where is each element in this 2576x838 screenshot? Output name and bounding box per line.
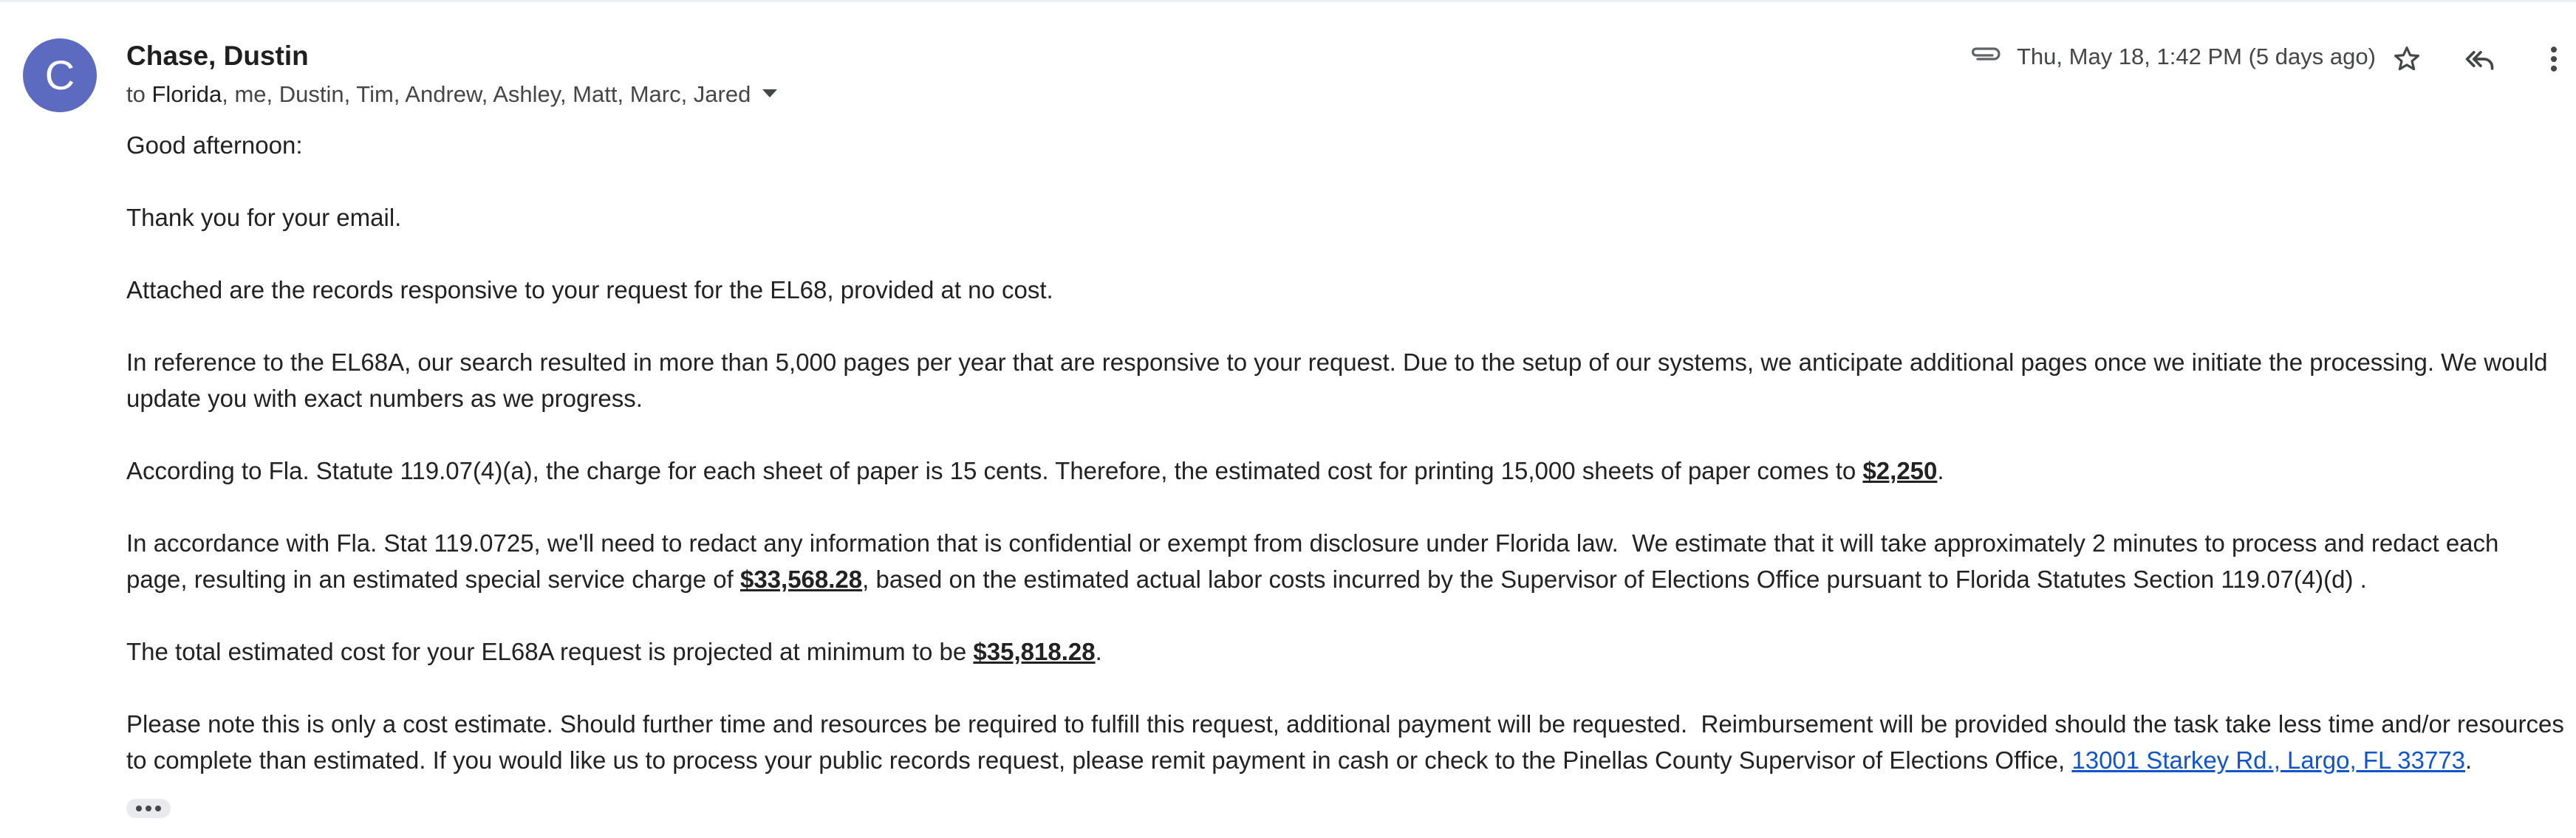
attachment-icon bbox=[1969, 43, 2003, 65]
redaction-text: In accordance with Fla. Stat 119.0725, we'll need to redact any information that is confidential or exempt from disclosure under Florida law. We estimate that it will take approximately 2 minutes to process and redact each page, resulting in an estimated special service charge of bbox=[126, 529, 2506, 593]
sender-name[interactable]: Chase, Dustin bbox=[126, 41, 309, 71]
reference-paragraph: In reference to the EL68A, our search resulted in more than 5,000 pages per year that are responsive to your request. Due to the setup of our systems, we anticipate additional pages once we initiate the processing. We would update you with exact numbers as we progress. bbox=[126, 348, 2555, 412]
total-text: The total estimated cost for your EL68A request is projected at minimum to be bbox=[126, 638, 974, 665]
more-options-button[interactable] bbox=[2532, 37, 2576, 81]
reply-all-button[interactable] bbox=[2458, 37, 2502, 81]
more-vert-icon bbox=[2546, 43, 2561, 75]
dot-icon bbox=[136, 806, 142, 811]
total-cost-amount: $35,818.28 bbox=[973, 638, 1096, 665]
redaction-end: , based on the estimated actual labor costs incurred by the Supervisor of Elections Office pursuant to Florida Statutes Section 119.07(4)(d) . bbox=[862, 566, 2367, 593]
address-link[interactable]: 13001 Starkey Rd., Largo, FL 33773 bbox=[2071, 746, 2465, 774]
sender-avatar[interactable]: C bbox=[23, 38, 97, 112]
attached-paragraph: Attached are the records responsive to your request for the EL68, provided at no cost. bbox=[126, 276, 1053, 303]
show-trimmed-content-button[interactable] bbox=[126, 799, 171, 818]
recipients-line[interactable] bbox=[126, 78, 777, 111]
dot-icon bbox=[155, 806, 161, 811]
message-body bbox=[126, 127, 2572, 814]
star-button[interactable] bbox=[2385, 37, 2429, 81]
statute-text: According to Fla. Statute 119.07(4)(a), the charge for each sheet of paper is 15 cents. Therefore, the estimated cost for printing 15,000 sheets of paper comes to bbox=[126, 457, 1863, 484]
note-paragraph bbox=[126, 706, 2572, 778]
recipients-prefix: to bbox=[126, 81, 152, 107]
note-text: Please note this is only a cost estimate. Should further time and resources be required to fulfill this request, additional payment will be requested. Reimbursement will be provided should the task take less time and/or resources to complete than estimated. If you would like us to process your public records request, please remit payment in cash or check to the Pinellas County Supervisor of Elections Office, bbox=[126, 710, 2572, 774]
thanks-paragraph: Thank you for your email. bbox=[126, 204, 402, 231]
reply-all-icon bbox=[2464, 43, 2496, 75]
recipients-rest: , me, Dustin, Tim, Andrew, Ashley, Matt, Marc, Jared bbox=[222, 81, 751, 107]
recipient-first: Florida bbox=[151, 81, 222, 107]
star-icon bbox=[2391, 44, 2422, 75]
redaction-charge-amount: $33,568.28 bbox=[739, 566, 863, 593]
paper-cost-amount: $2,250 bbox=[1862, 457, 1938, 484]
show-details-caret-icon[interactable] bbox=[762, 89, 777, 97]
statute-end: . bbox=[1937, 457, 1944, 484]
note-end: . bbox=[2465, 746, 2473, 774]
statute-paragraph bbox=[126, 453, 2564, 489]
total-end: . bbox=[1095, 638, 1102, 665]
top-divider bbox=[0, 0, 2576, 2]
total-paragraph bbox=[126, 633, 2564, 670]
dot-icon bbox=[146, 806, 151, 811]
message-datetime: Thu, May 18, 1:42 PM (5 days ago) bbox=[2017, 44, 2376, 69]
redaction-paragraph bbox=[126, 525, 2564, 597]
greeting-paragraph: Good afternoon: bbox=[126, 131, 303, 159]
